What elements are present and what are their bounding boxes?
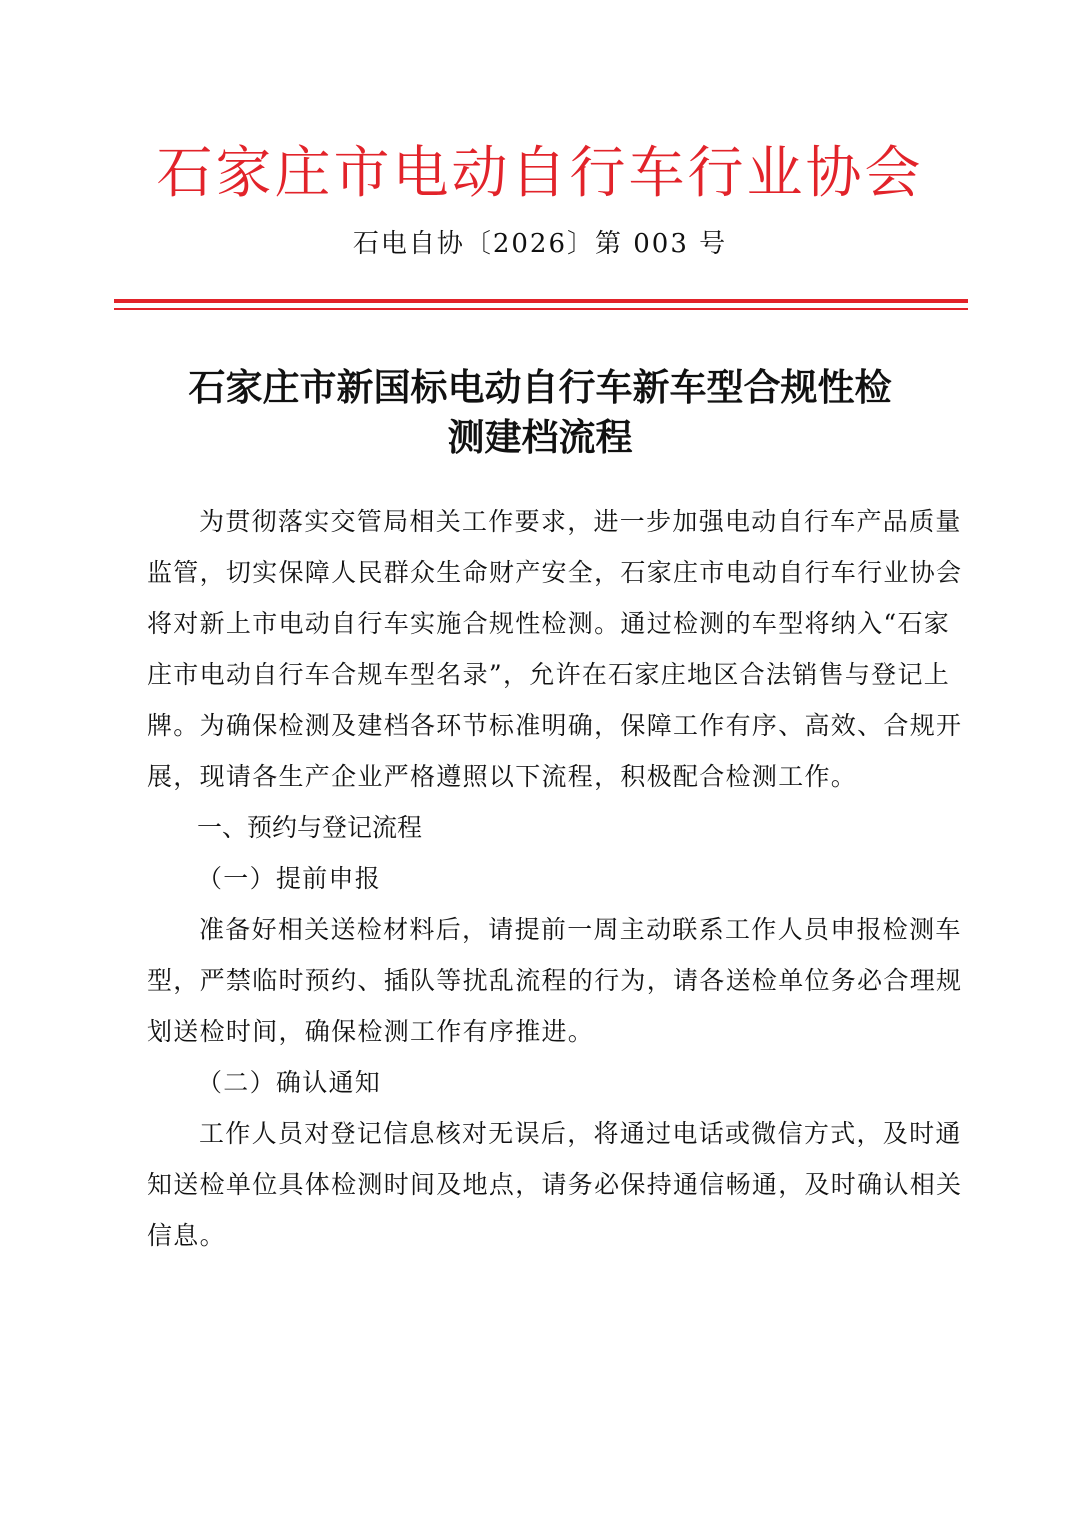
header-divider-thin (114, 308, 968, 310)
subsection-1-paragraph (147, 904, 963, 1057)
section-1-heading: 一、预约与登记流程 (197, 813, 423, 842)
organization-name: 石家庄市电动自行车行业协会 (156, 141, 924, 206)
paragraph-line: 知送检单位具体检测时间及地点，请务必保持通信畅通，及时确认相关 (147, 1170, 963, 1199)
subsection-1-heading: （一）提前申报 (197, 864, 382, 893)
intro-line: 监管，切实保障人民群众生命财产安全，石家庄市电动自行车行业协会 (147, 558, 963, 587)
paragraph-line: 型，严禁临时预约、插队等扰乱流程的行为，请各送检单位务必合理规 (147, 966, 963, 995)
document-title (120, 362, 960, 462)
paragraph-line: 信息。 (147, 1221, 226, 1250)
intro-line: 庄市电动自行车合规车型名录”，允许在石家庄地区合法销售与登记上 (147, 660, 951, 689)
intro-paragraph (147, 496, 963, 802)
paragraph-line: 工作人员对登记信息核对无误后，将通过电话或微信方式，及时通 (199, 1119, 962, 1148)
intro-line: 将对新上市电动自行车实施合规性检测。通过检测的车型将纳入“石家 (147, 609, 951, 638)
intro-line: 为贯彻落实交管局相关工作要求，进一步加强电动自行车产品质量 (199, 507, 962, 536)
paragraph-line: 划送检时间，确保检测工作有序推进。 (147, 1017, 595, 1046)
subsection-2-heading: （二）确认通知 (197, 1068, 382, 1097)
intro-line: 牌。为确保检测及建档各环节标准明确，保障工作有序、高效、合规开 (147, 711, 963, 740)
subsection-2-paragraph (147, 1108, 963, 1261)
document-number: 石电自协〔2026〕第 003 号 (352, 229, 728, 259)
intro-line: 展，现请各生产企业严格遵照以下流程，积极配合检测工作。 (147, 762, 858, 791)
title-line-2: 测建档流程 (447, 415, 633, 459)
header-divider-thick (114, 299, 968, 303)
title-line-1: 石家庄市新国标电动自行车新车型合规性检 (188, 365, 892, 409)
paragraph-line: 准备好相关送检材料后，请提前一周主动联系工作人员申报检测车 (199, 915, 962, 944)
